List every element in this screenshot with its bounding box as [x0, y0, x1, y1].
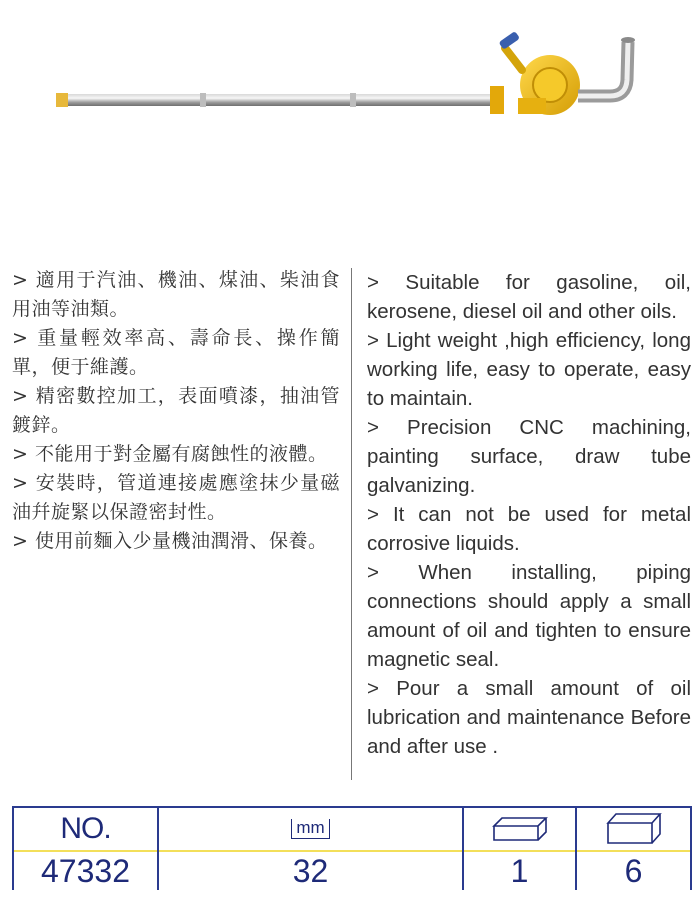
zh-line: > 精密數控加工，表面噴漆，抽油管鍍鋅。: [12, 385, 340, 436]
header-box: [464, 810, 575, 848]
header-rule: [12, 806, 692, 808]
english-description: [367, 268, 691, 761]
zh-line: > 適用于汽油、機油、煤油、柴油食用油等油類。: [12, 269, 340, 320]
box-qty-value: 1: [510, 852, 529, 889]
zh-line: > 不能用于對金屬有腐蝕性的液體。: [12, 443, 328, 465]
en-line: > Precision CNC machining, painting surface, draw tube galvanizing.: [367, 416, 691, 497]
box-icon: [490, 814, 550, 844]
carton-qty-value: 6: [624, 852, 643, 889]
rotary-pump-image: [50, 30, 660, 130]
zh-line: > 重量輕效率高、壽命長、操作簡單，便于維護。: [12, 327, 340, 378]
en-line: > It can not be used for metal corrosive liquids.: [367, 503, 691, 555]
size-value: 32: [292, 852, 329, 889]
en-line: > When installing, piping connections should apply a small amount of oil and tighten to ensure magnetic seal.: [367, 561, 691, 671]
mm-label: mm: [291, 819, 329, 839]
en-line: > Suitable for gasoline, oil, kerosene, diesel oil and other oils.: [367, 271, 691, 323]
spec-table: [12, 806, 692, 890]
header-size: [159, 810, 462, 848]
header-item-no: [14, 810, 157, 848]
column-divider: [351, 268, 352, 780]
zh-line: > 使用前麵入少量機油潤滑、保養。: [12, 530, 328, 552]
en-line: > Pour a small amount of oil lubrication and maintenance Before and after use .: [367, 677, 691, 758]
carton-icon: [604, 811, 664, 847]
zh-line: > 安裝時，管道連接處應塗抹少量磁油幷旋緊以保證密封性。: [12, 472, 340, 523]
header-carton: [577, 810, 690, 848]
chinese-description: [12, 266, 340, 556]
column-separator: [690, 806, 692, 890]
item-no-label: NO.: [60, 812, 111, 845]
item-no-value: 47332: [41, 852, 130, 889]
en-line: > Light weight ,high efficiency, long working life, easy to operate, easy to maintain.: [367, 329, 691, 410]
